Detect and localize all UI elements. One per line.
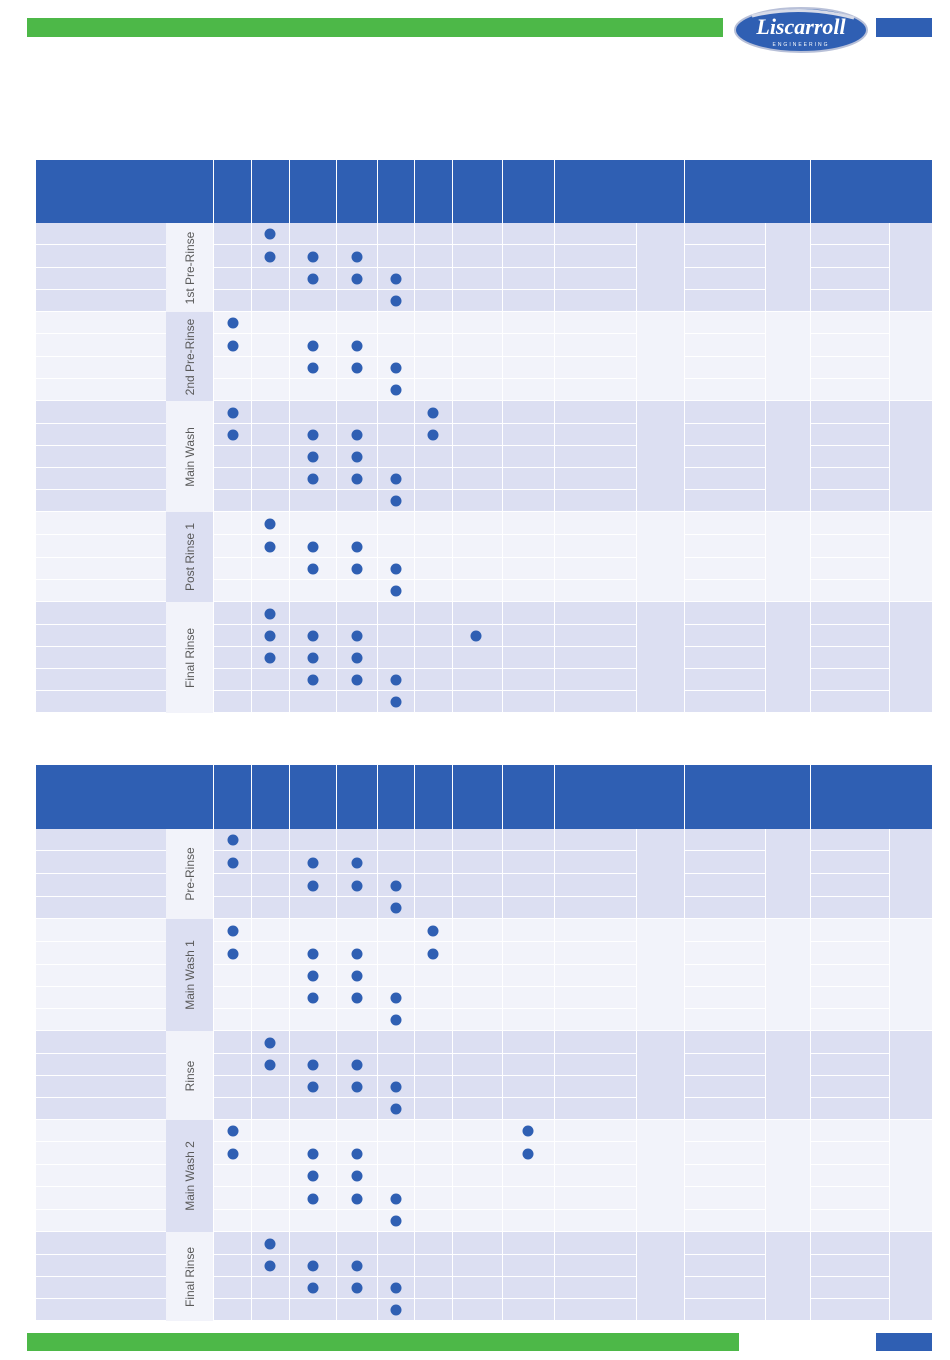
merged-cell [636,223,684,312]
indicator-dot [308,1283,319,1294]
indicator-dot [308,274,319,285]
column-divider [414,829,415,1321]
merged-cell [636,829,684,919]
indicator-dot [308,1082,319,1093]
phase-label: 1st Pre-Rinse [183,231,197,304]
merged-cell [765,223,810,312]
indicator-dot [352,363,363,374]
indicator-dot [428,430,439,441]
indicator-dot [391,586,402,597]
indicator-dot [352,474,363,485]
indicator-dot [352,430,363,441]
header-divider [502,160,503,223]
indicator-dot [308,631,319,642]
column-divider [289,829,290,1321]
indicator-dot [352,1060,363,1071]
indicator-dot [308,363,319,374]
indicator-dot [391,1216,402,1227]
indicator-dot [308,1148,319,1159]
column-divider [414,223,415,713]
header-divider [289,160,290,223]
indicator-dot [308,880,319,891]
indicator-dot [265,518,276,529]
column-divider [684,223,685,713]
svg-text:ENGINEERING: ENGINEERING [772,42,830,48]
merged-cell [889,1031,932,1120]
indicator-dot [308,675,319,686]
phase-label: Rinse [183,1060,197,1091]
indicator-dot [228,948,239,959]
column-divider [889,829,890,1321]
merged-cell [889,312,932,401]
indicator-dot [228,407,239,418]
merged-cell [889,401,932,512]
merged-cell [636,512,684,602]
merged-cell [765,401,810,512]
indicator-dot [308,474,319,485]
indicator-dot [228,835,239,846]
header-divider [684,160,685,223]
indicator-dot [265,1060,276,1071]
indicator-dot [308,971,319,982]
indicator-dot [228,1126,239,1137]
phase-label: 2nd Pre-Rinse [183,318,197,395]
indicator-dot [352,857,363,868]
top-green-bar [27,18,723,37]
indicator-dot [228,430,239,441]
indicator-dot [352,880,363,891]
indicator-dot [265,631,276,642]
indicator-dot [308,993,319,1004]
indicator-dot [308,1261,319,1272]
merged-cell [765,829,810,919]
indicator-dot [352,1082,363,1093]
column-divider [377,829,378,1321]
merged-cell [765,312,810,401]
indicator-dot [352,1148,363,1159]
indicator-dot [352,340,363,351]
indicator-dot [228,857,239,868]
header-divider [452,160,453,223]
indicator-dot [308,1171,319,1182]
indicator-dot [308,1193,319,1204]
indicator-dot [391,474,402,485]
indicator-dot [352,631,363,642]
indicator-dot [308,857,319,868]
header-divider [414,765,415,829]
phase-label: Main Wash 2 [183,1141,197,1211]
phase-label: Final Rinse [183,627,197,688]
indicator-dot [308,452,319,463]
indicator-dot [391,903,402,914]
indicator-dot [265,229,276,240]
indicator-dot [391,993,402,1004]
company-logo [732,6,870,54]
header-divider [377,160,378,223]
indicator-dot [228,925,239,936]
merged-cell [636,919,684,1031]
column-divider [810,223,811,713]
indicator-dot [428,407,439,418]
header-divider [452,765,453,829]
indicator-dot [265,1261,276,1272]
merged-cell [889,1232,932,1321]
indicator-dot [391,363,402,374]
indicator-dot [471,631,482,642]
indicator-dot [391,1104,402,1115]
merged-cell [889,223,932,312]
indicator-dot [228,318,239,329]
header-divider [251,160,252,223]
indicator-dot [523,1126,534,1137]
header-divider [810,765,811,829]
indicator-dot [352,1283,363,1294]
header-divider [336,160,337,223]
phase-label: Pre-Rinse [183,847,197,901]
phase-label: Post Rinse 1 [183,522,197,592]
merged-cell [889,512,932,602]
merged-cell [765,1120,810,1232]
header-divider [810,160,811,223]
column-divider [765,829,766,1321]
phase-label: Main Wash 1 [183,940,197,1010]
phase-label: Final Rinse [183,1246,197,1307]
indicator-dot [391,1283,402,1294]
column-divider [636,223,637,713]
top-blue-bar [876,18,932,37]
column-divider [213,829,214,1321]
bottom-blue-bar [876,1333,932,1351]
indicator-dot [308,564,319,575]
merged-cell [636,1120,684,1232]
indicator-dot [391,564,402,575]
indicator-dot [352,993,363,1004]
merged-cell [765,1031,810,1120]
indicator-dot [352,948,363,959]
merged-cell [636,312,684,401]
header-divider [554,765,555,829]
indicator-dot [352,1261,363,1272]
indicator-dot [391,385,402,396]
header-divider [684,765,685,829]
header-divider [414,160,415,223]
indicator-dot [391,1082,402,1093]
column-divider [289,223,290,713]
column-divider [336,829,337,1321]
header-divider [213,160,214,223]
column-divider [502,223,503,713]
column-divider [765,223,766,713]
indicator-dot [428,925,439,936]
indicator-dot [391,880,402,891]
column-divider [636,829,637,1321]
header-divider [554,160,555,223]
indicator-dot [228,1148,239,1159]
indicator-dot [391,1193,402,1204]
header-divider [251,765,252,829]
indicator-dot [428,948,439,959]
indicator-dot [352,564,363,575]
indicator-dot [308,948,319,959]
indicator-dot [352,1171,363,1182]
merged-cell [889,602,932,713]
header-divider [502,765,503,829]
indicator-dot [352,653,363,664]
process-table-1 [36,160,932,720]
column-divider [452,829,453,1321]
indicator-dot [308,1060,319,1071]
merged-cell [636,401,684,512]
indicator-dot [391,675,402,686]
column-divider [684,829,685,1321]
column-divider [502,829,503,1321]
indicator-dot [352,452,363,463]
svg-text:Liscarroll: Liscarroll [756,14,846,39]
column-divider [336,223,337,713]
indicator-dot [308,653,319,664]
indicator-dot [265,1238,276,1249]
merged-cell [636,602,684,713]
column-divider [554,223,555,713]
header-divider [289,765,290,829]
indicator-dot [352,251,363,262]
merged-cell [765,1232,810,1321]
column-divider [452,223,453,713]
indicator-dot [228,340,239,351]
column-divider [251,829,252,1321]
merged-cell [765,602,810,713]
merged-cell [889,829,932,919]
column-divider [554,829,555,1321]
indicator-dot [391,697,402,708]
column-divider [251,223,252,713]
indicator-dot [391,1305,402,1316]
indicator-dot [265,541,276,552]
column-divider [810,829,811,1321]
indicator-dot [265,1037,276,1048]
merged-cell [765,512,810,602]
indicator-dot [308,340,319,351]
indicator-dot [308,541,319,552]
table-header [36,160,932,223]
column-divider [377,223,378,713]
indicator-dot [308,430,319,441]
indicator-dot [308,251,319,262]
indicator-dot [391,1015,402,1026]
header-divider [213,765,214,829]
indicator-dot [391,296,402,307]
table-header [36,765,932,829]
indicator-dot [265,608,276,619]
merged-cell [889,919,932,1031]
indicator-dot [352,675,363,686]
merged-cell [765,919,810,1031]
column-divider [889,223,890,713]
header-divider [377,765,378,829]
indicator-dot [265,653,276,664]
merged-cell [636,1031,684,1120]
indicator-dot [352,971,363,982]
phase-label: Main Wash [183,426,197,487]
indicator-dot [391,274,402,285]
merged-cell [636,1232,684,1321]
indicator-dot [352,1193,363,1204]
indicator-dot [352,274,363,285]
bottom-green-bar [27,1333,739,1351]
merged-cell [889,1120,932,1232]
indicator-dot [523,1148,534,1159]
header-divider [336,765,337,829]
indicator-dot [265,251,276,262]
indicator-dot [352,541,363,552]
indicator-dot [391,496,402,507]
column-divider [213,223,214,713]
process-table-2 [36,765,932,1327]
